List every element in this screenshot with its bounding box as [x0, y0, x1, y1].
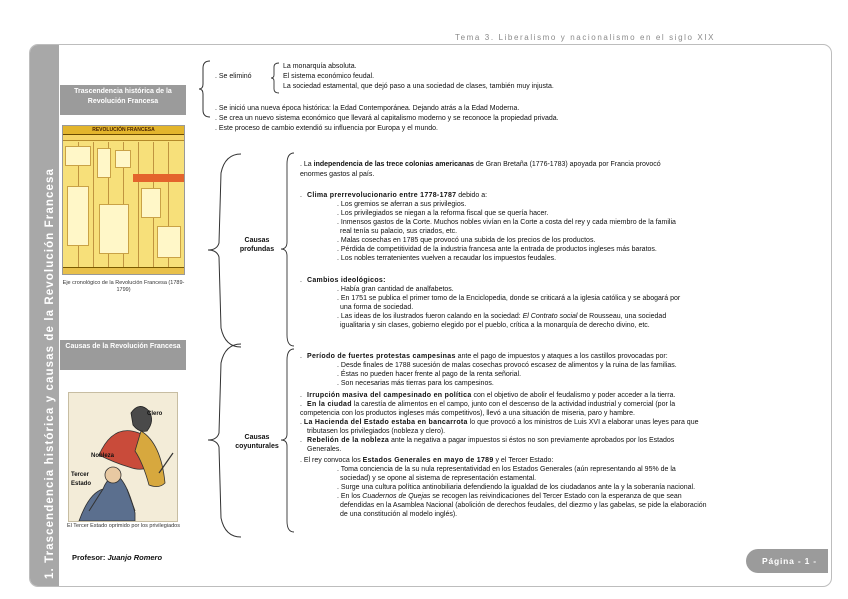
brace-coyunturales-items: [280, 348, 296, 533]
periodo-item: . Son necesarias más tierras para los campesinos.: [337, 380, 494, 387]
chart-image-title: REVOLUCIÓN FRANCESA: [63, 126, 184, 135]
rebelion-line-cont: Generales.: [307, 446, 342, 453]
trascendencia-point: . Se inició una nueva época histórica: la Edad Contemporánea. Dejando atrás a la Edad Moderna.: [215, 105, 520, 112]
side-title: 1. Trascendencia histórica y causas de la Revolución Francesa: [44, 168, 56, 579]
clima-item: . Los privilegiados se niegan a la reforma fiscal que se quería hacer.: [337, 210, 549, 217]
clima-heading: . Clima prerrevolucionario entre 1778-1787 debido a:: [300, 192, 488, 199]
label-causas-coyunturales: Causas coyunturales: [235, 434, 279, 450]
ciudad-line: . En la ciudad la carestía de alimentos en el campo, junto con el descenso de la actividad industrial y comercial (por la: [300, 401, 676, 408]
cartoon-label-nobleza: Nobleza: [91, 453, 115, 459]
trascendencia-point: . Este proceso de cambio extendió su influencia por Europa y el mundo.: [215, 125, 438, 132]
cartoon-image: [68, 392, 178, 522]
se-elimino-label: . Se eliminó: [215, 73, 252, 80]
eliminated-item: La sociedad estamental, que dejó paso a una sociedad de clases, también muy injusta.: [283, 83, 554, 90]
brace-se-elimino: [270, 62, 280, 94]
estados-item-cont: sociedad) y se opone al sistema de representación estamental.: [340, 475, 537, 482]
clima-item: . Los nobles terratenientes vuelven a recaudar los impuestos feudales.: [337, 255, 557, 262]
label-causas-profundas: Causas profundas: [239, 237, 275, 253]
profesor: Profesor: Juanjo Romero: [72, 553, 163, 562]
cambios-item: . En 1751 se publica el primer tomo de la Enciclopedia, donde se criticará a la iglesia católica y se abogará por: [337, 295, 681, 302]
estados-item: . Surge una cultura política antinobiliaria defendiendo la igualdad de los ciudadanos ante la y la soberanía nacional.: [337, 484, 696, 491]
periodo-heading: . Período de fuertes protestas campesinas ante el pago de impuestos y ataques a los castillos provocadas por:: [300, 353, 668, 360]
clima-item: . Los gremios se aferran a sus privilegios.: [337, 201, 467, 208]
clima-item: . Inmensos gastos de la Corte. Muchos nobles vivían en la Corte a costa del rey y cada miembro de la familia: [337, 219, 676, 226]
cambios-ideas: . Las ideas de los ilustrados fueron calando en la sociedad: El Contrato social de Rousseau, una sociedad: [337, 313, 667, 320]
page-header-title: Tema 3. Liberalismo y nacionalismo en el siglo XIX: [455, 33, 716, 42]
box-causas: Causas de la Revolución Francesa: [60, 340, 186, 370]
cambios-heading: . Cambios ideológicos:: [300, 277, 386, 284]
periodo-item: . Éstas no pueden hacer frente al pago de la renta señorial.: [337, 371, 522, 378]
eliminated-item: El sistema económico feudal.: [283, 73, 375, 80]
clima-item-cont: real tenía su palacio, sus criados, etc.: [340, 228, 458, 235]
cambios-item: . Había gran cantidad de analfabetos.: [337, 286, 454, 293]
estados-cuadernos: . En los Cuadernos de Quejas se recogen las reivindicaciones del Tercer Estado con la esperanza de que sean: [337, 493, 682, 500]
cambios-ideas-cont: igualitaria y sin clases, gobierno elegido por el pueblo, crítica a la monarquía de derecho divino, etc.: [340, 322, 650, 329]
estados-item: . Toma conciencia de la su nula representatividad en los Estados Generales (aún representando al 95% de la: [337, 466, 676, 473]
rebelion-line: . Rebelión de la nobleza ante la negativa a pagar impuestos si éstos no son previamente aprobados por los Estados: [300, 437, 675, 444]
periodo-item: . Desde finales de 1788 sucesión de malas cosechas provocó escasez de alimentos y la ruina de las familias.: [337, 362, 677, 369]
eliminated-item: La monarquía absoluta.: [283, 63, 357, 70]
brace-profundas-items: [280, 152, 296, 347]
clima-item: . Malas cosechas en 1785 que provocó una subida de los precios de los productos.: [337, 237, 596, 244]
indep-line: . La independencia de las trece colonias americanas de Gran Bretaña (1776-1783) apoyada por Francia provocó: [300, 161, 661, 168]
brace-trascendencia: [198, 60, 212, 118]
hacienda-line-cont: tributasen los privilegiados (nobleza y clero).: [307, 428, 446, 435]
chronology-chart-image: [62, 125, 185, 275]
ciudad-line-cont: competencia con los productos ingleses más competitivos), llevó a una situación de miseria, paro y hambre.: [300, 410, 635, 417]
page-number-badge: Página - 1 -: [746, 549, 828, 573]
cambios-item-cont: una forma de sociedad.: [340, 304, 414, 311]
hacienda-line: . La Hacienda del Estado estaba en bancarrota lo que provocó a los ministros de Luis XVI a elaborar unas leyes para que: [300, 419, 699, 426]
estados-line: . El rey convoca los Estados Generales en mayo de 1789 y el Tercer Estado:: [300, 457, 554, 464]
cartoon-label-tercer-estado: Tercer Estado: [71, 472, 92, 487]
estados-cuadernos-cont: defendidas en la Asamblea Nacional (abolición de derechos feudales, del diezmo y las gabelas, se pide la elaboración: [340, 502, 707, 509]
chart-caption: Eje cronológico de la Revolución Francesa (1789-1799): [62, 280, 185, 293]
cartoon-label-clero: Clero: [147, 411, 163, 417]
estados-cuadernos-cont: de una constitución al modelo inglés).: [340, 511, 458, 518]
indep-line-cont: enormes gastos al país.: [300, 171, 375, 178]
clima-item: . Pérdida de competitividad de la industria francesa ante la entrada de productos ingleses más baratos.: [337, 246, 657, 253]
box-trascendencia: Trascendencia histórica de la Revolución Francesa: [60, 85, 186, 115]
cartoon-caption: El Tercer Estado oprimido por los privilegiados: [66, 523, 180, 529]
irrupcion-line: . Irrupción masiva del campesinado en política con el objetivo de abolir el feudalismo y poder acceder a la tierra.: [300, 392, 676, 399]
trascendencia-point: . Se crea un nuevo sistema económico que llevará al capitalismo moderno y se reconoce la propiedad privada.: [215, 115, 559, 122]
